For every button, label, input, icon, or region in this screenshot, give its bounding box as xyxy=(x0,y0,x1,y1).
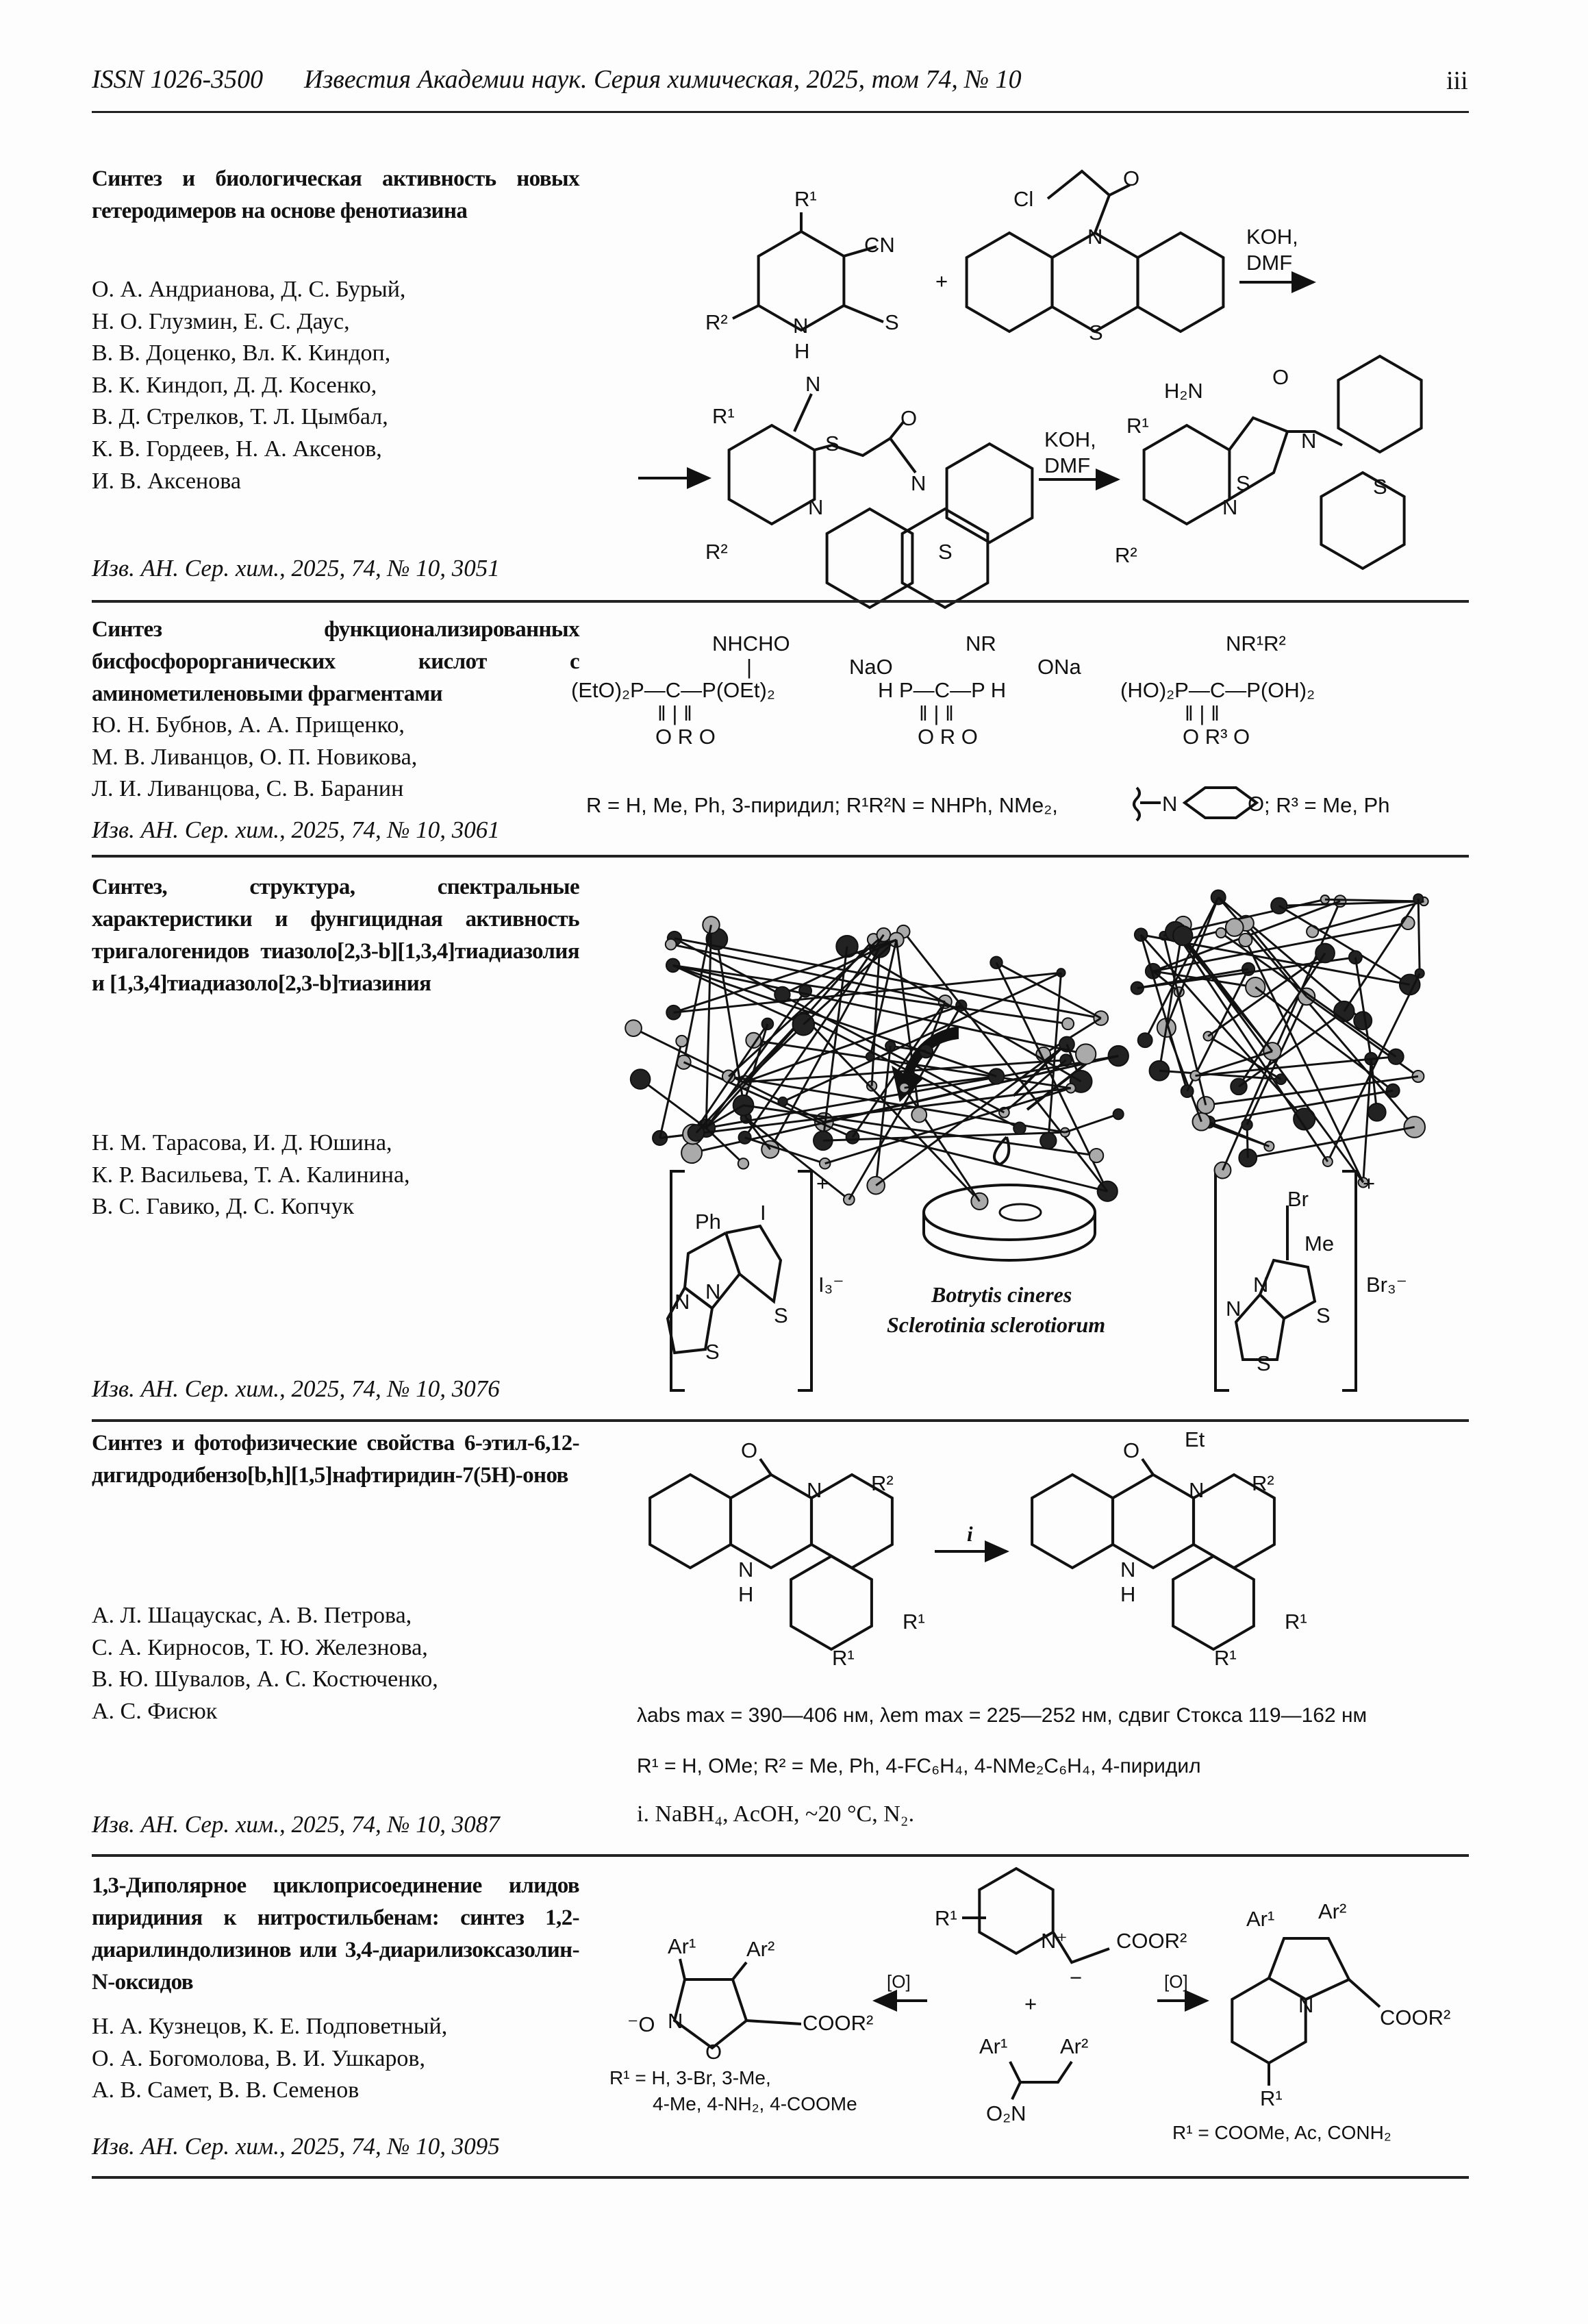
label: N xyxy=(793,314,809,338)
label: R¹ xyxy=(832,1646,855,1670)
label: O R O xyxy=(918,725,978,749)
phenothiazine-ring-a xyxy=(947,444,1033,542)
substituents-text: R¹ = H, OMe; R² = Me, Ph, 4-FC₆H₄, 4-NMe₂C₆H₄, 4-пиридил xyxy=(637,1755,1201,1777)
fused-ring xyxy=(1032,1475,1113,1568)
bond xyxy=(680,1959,685,1979)
label: Ar¹ xyxy=(668,1934,696,1958)
fungus-name: Botrytis cineres xyxy=(931,1282,1072,1307)
phenothiazine-ring-c xyxy=(827,509,913,608)
wavy-bond xyxy=(1134,788,1139,821)
author-line: А. Л. Шацаускас, А. В. Петрова, xyxy=(92,1603,412,1628)
atom xyxy=(676,1036,687,1047)
label: NR xyxy=(966,632,996,655)
label: O xyxy=(705,2040,722,2064)
label: ‖ | ‖ xyxy=(919,701,954,725)
atom-bond xyxy=(693,1024,768,1134)
substituents-text: R¹ = COOMe, Ac, CONH₂ xyxy=(1172,2122,1391,2143)
label: Ar² xyxy=(1318,1899,1347,1923)
bond xyxy=(1012,2082,1020,2099)
label: R² xyxy=(705,540,728,564)
label: S xyxy=(705,1340,720,1364)
label: DMF xyxy=(1246,251,1293,275)
chloroacetyl-chain xyxy=(1048,171,1109,233)
fused-ring xyxy=(1113,1475,1194,1568)
label: S xyxy=(1236,471,1250,495)
atom-bond xyxy=(1221,933,1396,1057)
label: N xyxy=(738,1558,754,1582)
label: Me xyxy=(1305,1232,1335,1255)
label: [O] xyxy=(887,1971,911,1992)
author-line: А. С. Фисюк xyxy=(92,1698,218,1724)
article-title-1[interactable]: Синтез и биологическая активность новых гетеродимеров на основе фенотиазина xyxy=(92,166,579,223)
label: COOR² xyxy=(1380,2006,1451,2029)
label: R² xyxy=(1115,543,1137,567)
author-line: О. А. Андрианова, Д. С. Бурый, xyxy=(92,277,406,302)
author-line: К. Р. Васильева, Т. А. Калинина, xyxy=(92,1162,410,1188)
label: (HO)₂P—C—P(OH)₂ xyxy=(1120,678,1315,702)
authors-1 xyxy=(92,274,405,497)
label: O xyxy=(1248,792,1265,816)
author-line: Н. О. Глузмин, Е. С. Даус, xyxy=(92,308,350,334)
atom-bond xyxy=(1239,1012,1344,1087)
naphthyridinone-structures xyxy=(650,1459,1274,1649)
label: Br xyxy=(1287,1187,1309,1211)
label: S xyxy=(1373,475,1387,499)
author-line: М. В. Ливанцов, О. П. Новикова, xyxy=(92,744,418,770)
label: R¹ xyxy=(1285,1610,1307,1634)
atom-bond xyxy=(746,1118,849,1199)
label: N xyxy=(808,495,824,519)
pyridine-ring xyxy=(729,425,815,524)
atom xyxy=(1354,1012,1372,1029)
atom xyxy=(1226,919,1244,936)
author-line: В. В. Доценко, Вл. К. Киндоп, xyxy=(92,340,391,366)
author-line: Ю. Н. Бубнов, А. А. Прищенко, xyxy=(92,712,405,738)
author-line: К. В. Гордеев, Н. А. Аксенов, xyxy=(92,436,382,462)
label: DMF xyxy=(1044,453,1091,477)
citation-1[interactable]: Изв. АН. Сер. хим., 2025, 74, № 10, 3051 xyxy=(92,555,500,582)
label: COOR² xyxy=(1116,1929,1187,1953)
bond xyxy=(1349,1979,1380,2007)
bracket-right-1 xyxy=(798,1171,811,1390)
label: O xyxy=(1123,166,1140,190)
label: Et xyxy=(1185,1427,1205,1451)
label: N xyxy=(675,1290,690,1314)
atom xyxy=(1089,1149,1103,1162)
label: Ph xyxy=(695,1210,721,1234)
label: NR¹R² xyxy=(1226,632,1286,655)
label: + xyxy=(1363,1171,1376,1195)
label: H xyxy=(738,1582,754,1606)
label: [O] xyxy=(1164,1971,1188,1992)
atom-bond xyxy=(673,965,1086,1054)
nitrile-bond xyxy=(794,394,811,432)
label: (EtO)₂P—C—P(OEt)₂ xyxy=(571,678,775,702)
label: R² xyxy=(871,1471,894,1495)
fungus-name: Sclerotinia sclerotiorum xyxy=(887,1312,1106,1337)
atom-bond xyxy=(876,1046,890,1186)
label: R¹ xyxy=(903,1610,925,1634)
reaction-conditions: i. NaBH₄, AcOH, ~20 °C, N₂. xyxy=(637,1801,915,1827)
label: NaO xyxy=(849,655,893,679)
label: R¹ xyxy=(1260,2086,1283,2110)
atom xyxy=(631,1069,651,1089)
citation-2[interactable]: Изв. АН. Сер. хим., 2025, 74, № 10, 3061 xyxy=(92,816,500,843)
bracket-right-2 xyxy=(1342,1171,1356,1390)
atom xyxy=(625,1020,642,1036)
label: N xyxy=(1189,1478,1205,1502)
article-title-4[interactable]: Синтез и фотофизические свойства 6-этил-6,12-дигидродибензо[b,h][1,5]нафтиридин-7(5H)-онов xyxy=(92,1431,579,1488)
label: N xyxy=(1253,1273,1269,1297)
label: N xyxy=(1120,1558,1136,1582)
bracket-left-1 xyxy=(671,1171,685,1390)
phenothiazine-ring-e xyxy=(1321,473,1404,568)
bond xyxy=(844,305,883,322)
atom-bond xyxy=(1418,899,1420,973)
definitions-text: R = H, Me, Ph, 3-пиридил; R¹R²N = NHPh, NMe₂, xyxy=(586,793,1058,817)
label: + xyxy=(1024,1992,1037,2016)
substituents-text: 4-Me, 4-NH₂, 4-COOMe xyxy=(653,2093,857,2114)
label: I₃⁻ xyxy=(818,1273,844,1297)
label: N xyxy=(668,2009,683,2033)
label: R¹ xyxy=(935,1906,957,1930)
label: ⁻O xyxy=(627,2012,655,2036)
page-number: iii xyxy=(1446,66,1468,95)
citation-4[interactable]: Изв. АН. Сер. хим., 2025, 74, № 10, 3087 xyxy=(92,1811,500,1838)
label: Ar¹ xyxy=(1246,1907,1275,1931)
fused-ring xyxy=(650,1475,731,1568)
substituents-text: R¹ = H, 3-Br, 3-Me, xyxy=(609,2067,771,2088)
label: R² xyxy=(1252,1471,1274,1495)
author-line: В. С. Гавико, Д. С. Копчук xyxy=(92,1194,354,1220)
article-title-2[interactable]: Синтез функционализированных бисфосфорорганических кислот с аминометиленовыми фрагментами xyxy=(92,617,579,706)
phenothiazine-ring-d xyxy=(1338,356,1421,452)
label: O R³ O xyxy=(1183,725,1250,749)
isoxazoline-ring xyxy=(675,1979,746,2048)
atom xyxy=(1173,926,1192,945)
label: NHCHO xyxy=(712,632,790,655)
article-title-3[interactable]: Синтез, структура, спектральные характеристики и фунгицидная активность тригалогенидов тиазоло[2,3-b][1,3,4]тиадиазолия и [1,3,4]тиадиазоло[2,3-b]тиазиния xyxy=(92,875,579,996)
author-line: А. В. Самет, В. В. Семенов xyxy=(92,2077,360,2103)
label: N xyxy=(1298,1993,1314,2017)
label: S xyxy=(885,310,899,334)
label: S xyxy=(825,432,840,455)
label: H P—C—P H xyxy=(878,678,1007,702)
label: Br₃⁻ xyxy=(1366,1273,1407,1297)
label: ‖ | ‖ xyxy=(1185,701,1220,725)
author-line: В. Д. Стрелков, Т. Л. Цымбал, xyxy=(92,404,388,430)
thiadiazole-ring-2 xyxy=(1236,1295,1284,1360)
label: KOH, xyxy=(1044,427,1096,451)
atom-bond xyxy=(876,1045,1067,1186)
atom xyxy=(1239,934,1252,947)
label: O R O xyxy=(655,725,716,749)
label: Ar² xyxy=(746,1937,775,1961)
definitions-text: ; R³ = Me, Ph xyxy=(1264,793,1390,817)
fused-ring xyxy=(791,1556,872,1649)
label: S xyxy=(774,1303,788,1327)
label: Cl xyxy=(1013,187,1034,211)
label: R¹ xyxy=(1126,414,1149,438)
label: N xyxy=(805,372,821,396)
author-line: Л. И. Ливанцова, С. В. Баранин xyxy=(92,776,404,802)
authors-4 xyxy=(92,1600,438,1727)
citation-5[interactable]: Изв. АН. Сер. хим., 2025, 74, № 10, 3095 xyxy=(92,2133,500,2160)
phenothiazine-ring-right xyxy=(1138,233,1224,332)
label: O xyxy=(900,406,918,430)
section-divider xyxy=(92,1419,1469,1422)
label: N xyxy=(1162,792,1178,816)
bond xyxy=(746,2021,801,2024)
atom xyxy=(1113,1109,1124,1119)
label: COOR² xyxy=(803,2011,874,2035)
label: R¹ xyxy=(794,187,817,211)
label: I xyxy=(760,1201,766,1225)
label: | xyxy=(746,655,753,679)
label: KOH, xyxy=(1246,225,1298,249)
atom xyxy=(1076,1044,1096,1064)
atom xyxy=(989,1069,1005,1084)
label: S xyxy=(938,540,953,564)
label: N xyxy=(1301,429,1317,453)
author-line: В. Ю. Шувалов, А. С. Костюченко, xyxy=(92,1666,438,1692)
label: R¹ xyxy=(1214,1646,1237,1670)
crystal-structure-group xyxy=(625,890,1428,1210)
atom xyxy=(1040,1133,1056,1149)
label: N xyxy=(705,1279,721,1303)
ring-bond xyxy=(726,1226,781,1301)
label: S xyxy=(1089,321,1103,345)
carbonyl-bond xyxy=(760,1459,771,1475)
bond xyxy=(733,305,759,318)
label: N xyxy=(1087,225,1103,249)
label: N xyxy=(1222,495,1238,519)
atom-bond xyxy=(1279,901,1424,905)
label: CN xyxy=(864,233,895,257)
label: S xyxy=(1257,1351,1271,1375)
label: ONa xyxy=(1037,655,1081,679)
carbonyl-bond xyxy=(1142,1459,1153,1475)
label: Ar¹ xyxy=(979,2034,1008,2058)
label: + xyxy=(816,1171,829,1195)
label: O xyxy=(1272,365,1289,389)
label: H₂N xyxy=(1164,379,1203,403)
label: O₂N xyxy=(986,2101,1026,2125)
section-divider xyxy=(92,855,1469,858)
atom xyxy=(1368,1103,1386,1121)
indolizine-six-ring xyxy=(1232,1978,1305,2063)
issn: ISSN 1026-3500 xyxy=(92,65,264,94)
bracket-left-2 xyxy=(1215,1171,1229,1390)
authors-3 xyxy=(92,1127,410,1223)
label: Ar² xyxy=(1060,2034,1089,2058)
morpholine-ring xyxy=(1185,788,1257,818)
label: H xyxy=(1120,1582,1136,1606)
atom xyxy=(867,1177,885,1195)
atom xyxy=(1013,1123,1026,1135)
atom xyxy=(666,939,677,950)
author-line: С. А. Кирносов, Т. Ю. Железнова, xyxy=(92,1634,428,1660)
author-line: Н. М. Тарасова, И. Д. Юшина, xyxy=(92,1130,392,1155)
journal-title: Известия Академии наук. Серия химическая, 2025, том 74, № 10 xyxy=(304,65,1022,94)
section-divider xyxy=(92,600,1469,603)
label: R² xyxy=(705,310,728,334)
label: O xyxy=(1123,1438,1140,1462)
atom-bond xyxy=(847,947,1081,1082)
author-line: В. К. Киндоп, Д. Д. Косенко, xyxy=(92,372,377,398)
atom xyxy=(1138,1033,1152,1047)
atom xyxy=(911,1108,927,1123)
atom xyxy=(1335,895,1346,907)
section-divider xyxy=(92,1854,1469,1857)
petri-dish-top xyxy=(924,1185,1095,1240)
authors-5 xyxy=(92,2011,447,2107)
label: ‖ | ‖ xyxy=(657,701,692,725)
section-divider xyxy=(92,2176,1469,2179)
atom xyxy=(738,1158,748,1169)
author-line: О. А. Богомолова, В. И. Ушкаров, xyxy=(92,2045,425,2071)
fused-ring xyxy=(1173,1556,1254,1649)
label: O xyxy=(741,1438,758,1462)
label: S xyxy=(1316,1303,1331,1327)
author-line: И. В. Аксенова xyxy=(92,468,241,494)
label: N xyxy=(1226,1297,1242,1321)
fungal-culture xyxy=(1000,1204,1041,1221)
atom-bond xyxy=(660,1041,682,1138)
indolizine-five-ring xyxy=(1269,1938,1349,1999)
label: R¹ xyxy=(712,404,735,428)
authors-2 xyxy=(92,710,417,805)
label: N⁺ xyxy=(1041,1929,1068,1953)
atom xyxy=(681,1142,702,1163)
phenothiazine-ring-left xyxy=(967,233,1053,332)
label: H xyxy=(794,339,810,363)
label: N xyxy=(807,1478,822,1502)
label: − xyxy=(1070,1966,1083,1990)
atom xyxy=(778,1097,787,1106)
fused-ring xyxy=(731,1475,811,1568)
nitrostilbene-bonds xyxy=(1010,2062,1072,2082)
author-line: Н. А. Кузнецов, К. Е. Подповетный, xyxy=(92,2014,448,2039)
atom-bond xyxy=(640,1079,706,1128)
label: + xyxy=(935,269,948,293)
atom xyxy=(1216,928,1226,938)
citation-3[interactable]: Изв. АН. Сер. хим., 2025, 74, № 10, 3076 xyxy=(92,1375,500,1402)
atom-bond xyxy=(1065,1114,1118,1132)
atom-bond xyxy=(996,962,1101,1018)
bond xyxy=(733,1962,746,1979)
spectral-data: λabs max = 390—406 нм, λem max = 225—252 нм, сдвиг Стокса 119—162 нм xyxy=(637,1704,1368,1727)
atom xyxy=(1062,1018,1074,1029)
article-title-5[interactable]: 1,3-Диполярное циклоприсоединение илидов пиридиния к нитростильбенам: синтез 1,2-диарилиндолизинов или 3,4-диарилизоксазолин-N-оксидов xyxy=(92,1873,579,1995)
thienopyridine-pyridine-ring xyxy=(1144,425,1230,524)
label: N xyxy=(911,471,927,495)
atom-bond xyxy=(706,1128,743,1164)
step-label: i xyxy=(967,1522,973,1546)
